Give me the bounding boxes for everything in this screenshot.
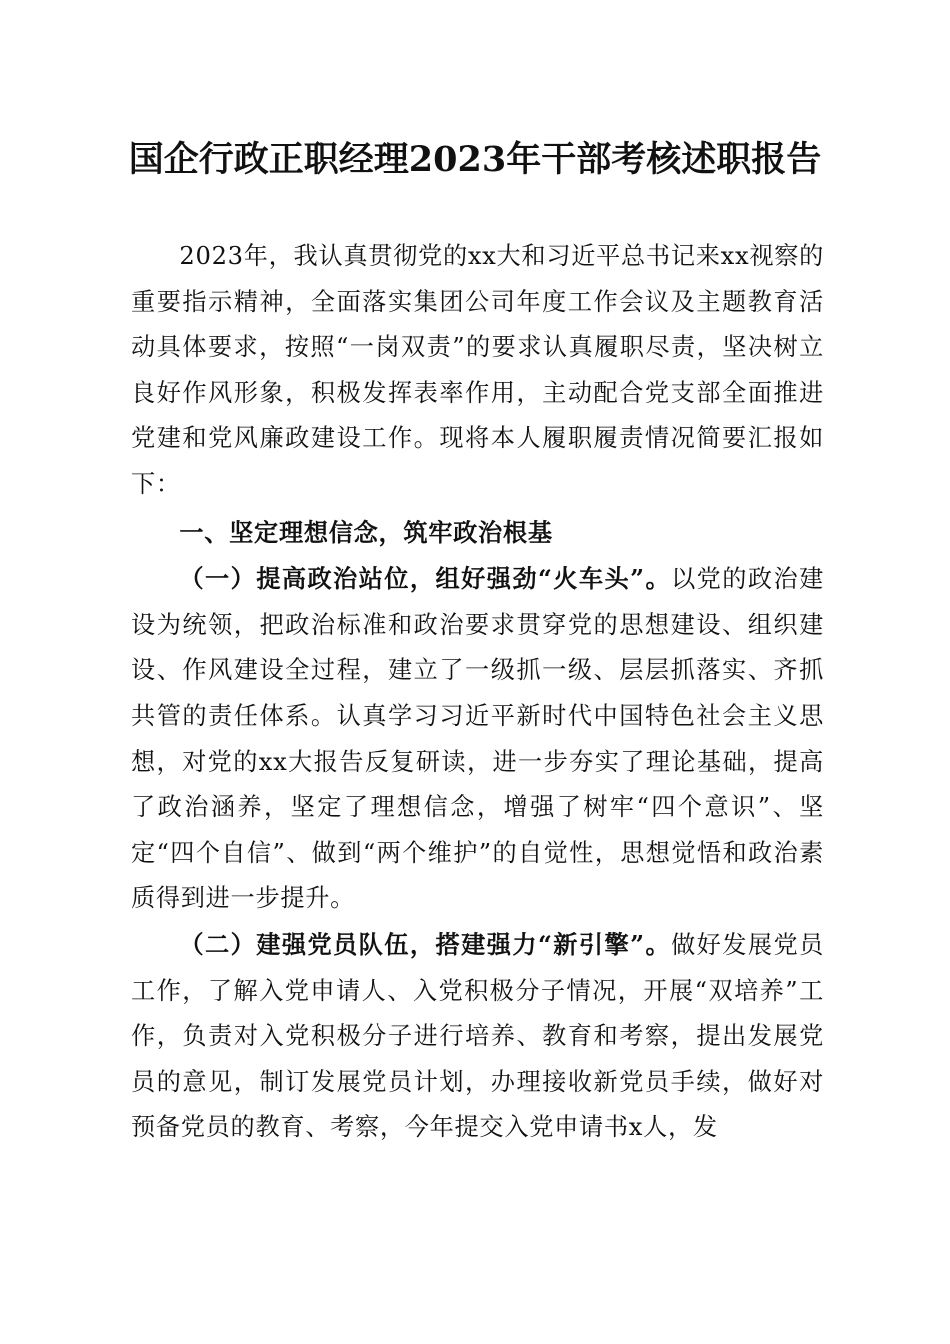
subsection-heading: （一）提高政治站位，组好强劲“火车头”。 (179, 564, 672, 594)
subsection-heading: （二）建强党员队伍，搭建强力“新引擎”。 (179, 929, 672, 959)
subsection-text: 做好发展党员工作，了解入党申请人、入党积极分子情况，开展“双培养”工作，负责对入党积极分子进行培养、教育和考察，提出发展党员的意见，制订发展党员计划，办理接收新党员手续，做好对预备党员的教育、考察，今年提交入党申请书x人，发 (131, 930, 825, 1142)
document-title: 国企行政正职经理2023年干部考核述职报告 (128, 139, 822, 180)
section-paragraph (131, 556, 824, 922)
subsection-text: 以党的政治建设为统领，把政治标准和政治要求贯穿党的思想建设、组织建设、作风建设全过程，建立了一级抓一级、层层抓落实、齐抓共管的责任体系。认真学习习近平新时代中国特色社会主义思想，对党的xx大报告反复研读，进一步夯实了理论基础，提高了政治涵养，坚定了理想信念，增强了树牢“四个意识”、坚定“四个自信”、做到“两个维护”的自觉性，思想觉悟和政治素质得到进一步提升。 (131, 565, 825, 913)
intro-paragraph: 2023年，我认真贯彻党的xx大和习近平总书记来xx视察的重要指示精神，全面落实集团公司年度工作会议及主题教育活动具体要求，按照“一岗双责”的要求认真履职尽责，坚决树立良好作风形象，积极发挥表率作用，主动配合党支部全面推进党建和党风廉政建设工作。现将本人履职履责情况简要汇报如下： (131, 242, 824, 498)
section-paragraph (131, 922, 824, 1151)
section-heading: 一、坚定理想信念，筑牢政治根基 (179, 518, 553, 547)
document-body (131, 234, 824, 1151)
